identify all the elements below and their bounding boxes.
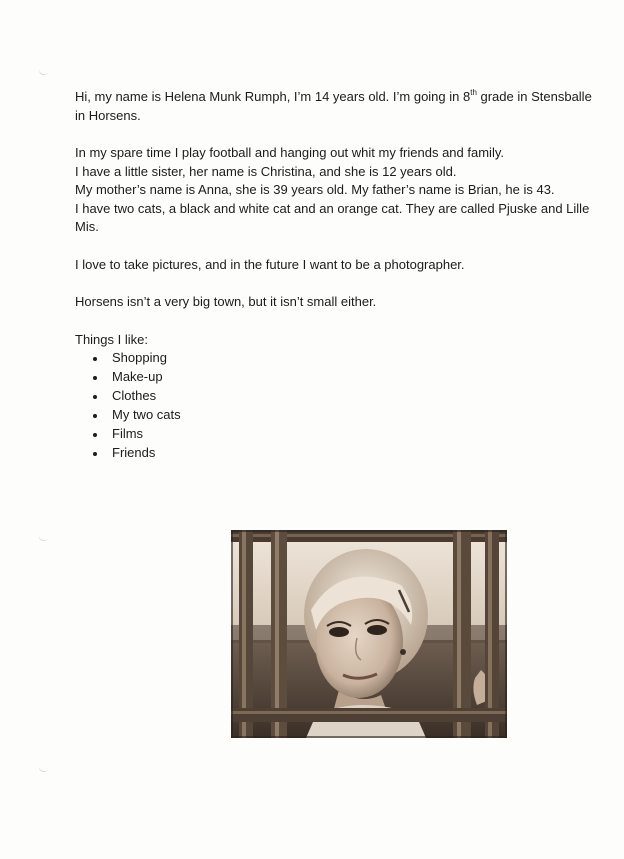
intro-text-end: grade in Stensballe xyxy=(476,89,592,104)
list-item-label: Shopping xyxy=(112,350,167,365)
scan-artifact-mark xyxy=(37,765,48,773)
list-item xyxy=(75,368,595,387)
bullet-icon xyxy=(93,376,97,380)
bullet-icon xyxy=(93,414,97,418)
list-item xyxy=(75,387,595,406)
list-item-label: Clothes xyxy=(112,388,157,403)
parents-text: My mother’s name is Anna, she is 39 years old. My father’s name is Brian, he is 43. xyxy=(75,182,555,197)
intro-line-2: in Horsens. xyxy=(75,107,141,123)
bullet-icon xyxy=(93,452,97,456)
list-item-label: Make-up xyxy=(112,369,163,384)
scan-artifact-mark xyxy=(37,534,48,542)
bullet-icon xyxy=(93,357,97,361)
intro-text: Hi, my name is Helena Munk Rumph, I’m 14 years old. I’m going in 8 xyxy=(75,89,471,104)
bullet-icon xyxy=(93,433,97,437)
cats-text: I have two cats, a black and white cat and an orange cat. They are called Pjuske and Lille xyxy=(75,200,590,216)
scan-artifact-mark xyxy=(37,68,48,76)
likes-list xyxy=(75,349,595,463)
ordinal-superscript: th xyxy=(470,88,477,97)
pictures-text: I love to take pictures, and in the future I want to be a photographer. xyxy=(75,256,465,272)
bullet-icon xyxy=(93,395,97,399)
cats-text-cont: Mis. xyxy=(75,219,99,234)
intro-paragraph xyxy=(75,88,595,107)
portrait-photo xyxy=(231,530,507,738)
list-item-label: Films xyxy=(112,426,144,441)
list-item xyxy=(75,425,595,444)
list-item-label: My two cats xyxy=(112,407,181,422)
portrait-photo-icon xyxy=(231,530,507,738)
horsens-text: Horsens isn’t a very big town, but it isn’t small either. xyxy=(75,294,377,309)
letter-body xyxy=(75,88,595,463)
list-item xyxy=(75,406,595,425)
likes-heading: Things I like: xyxy=(75,331,148,347)
list-item xyxy=(75,349,595,368)
list-item xyxy=(75,444,595,463)
spare-time-text: In my spare time I play football and hanging out whit my friends and family. xyxy=(75,145,504,160)
list-item-label: Friends xyxy=(112,445,156,460)
sister-text: I have a little sister, her name is Christina, and she is 12 years old. xyxy=(75,163,457,179)
